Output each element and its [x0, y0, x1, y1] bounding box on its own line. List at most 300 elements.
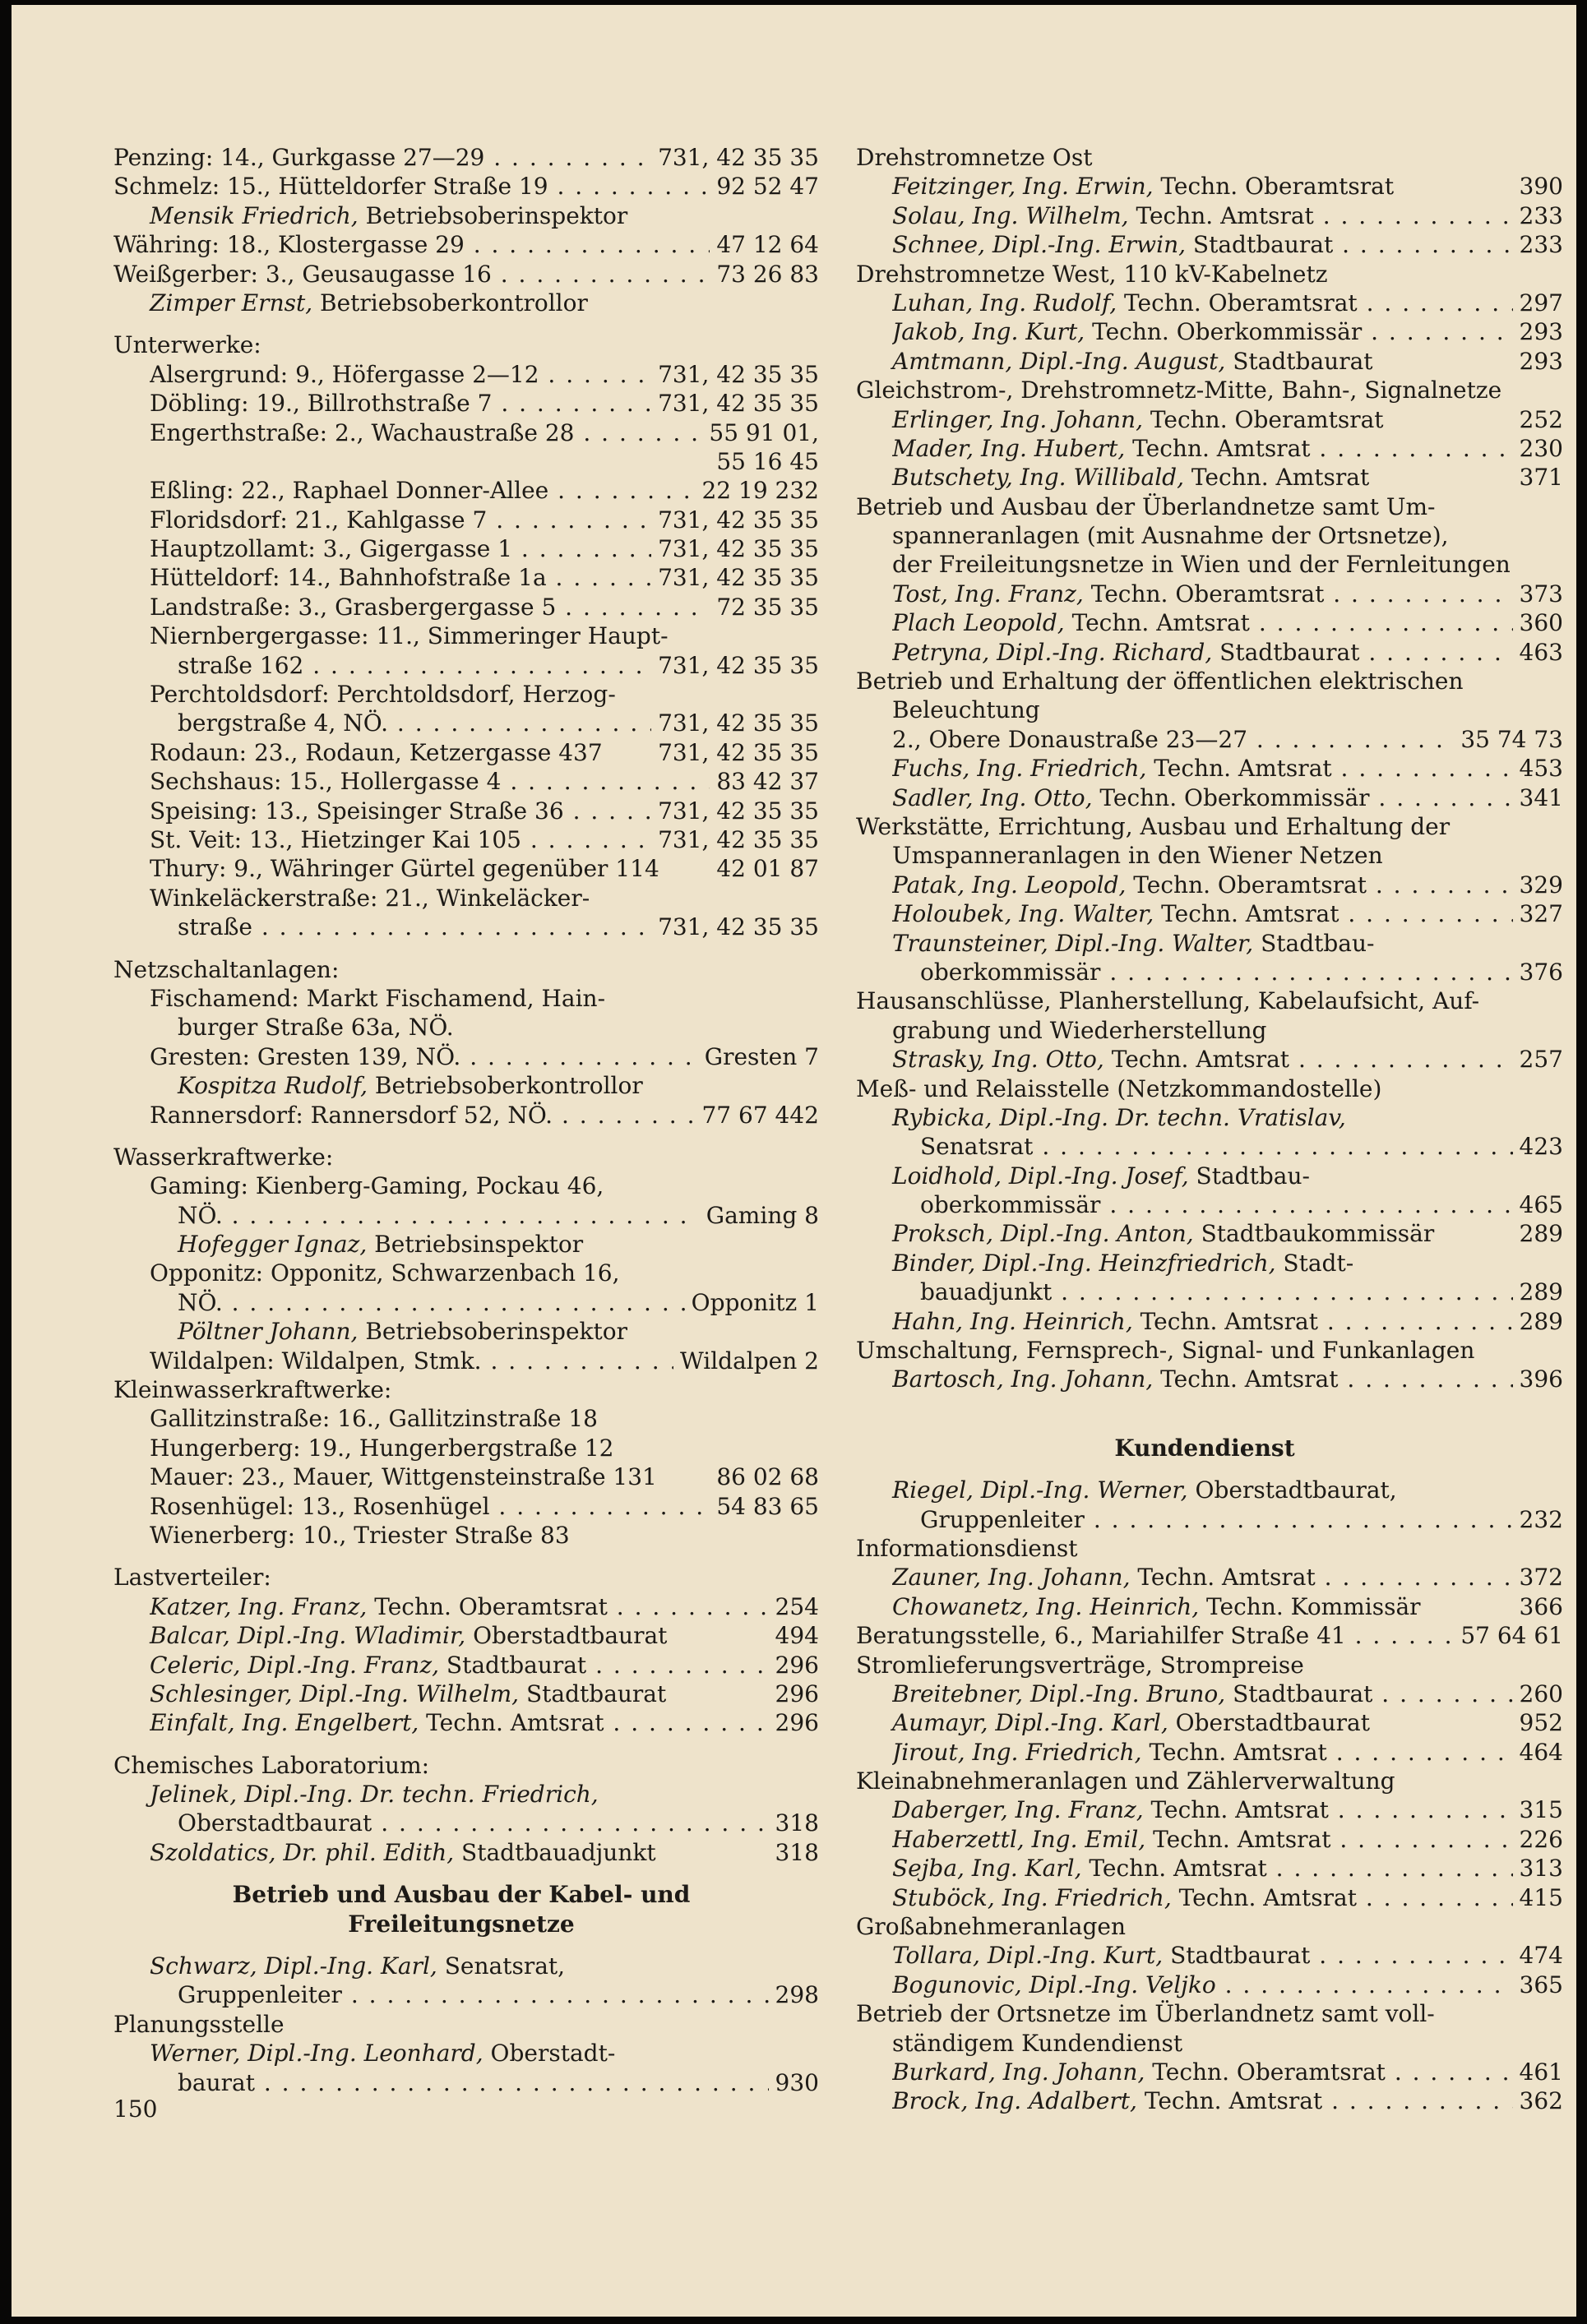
entry-value: 289	[1513, 1278, 1563, 1306]
directory-entry	[846, 1999, 1563, 2028]
entry-value: 57 64 61	[1454, 1621, 1563, 1650]
entry-value: 233	[1513, 230, 1563, 259]
directory-entry	[104, 201, 819, 230]
entry-value: 296	[769, 1708, 819, 1737]
directory-entry	[104, 563, 819, 592]
entry-text: Zimper Ernst, Betriebsoberkontrollor	[150, 289, 588, 316]
directory-entry	[104, 389, 819, 418]
entry-value: 372	[1513, 1563, 1563, 1592]
directory-entry	[846, 260, 1563, 289]
entry-text: Winkeläckerstraße: 21., Winkeläcker-	[150, 884, 590, 912]
spacer	[104, 942, 819, 955]
directory-entry	[846, 376, 1563, 404]
entry-text: bergstraße 4, NÖ. . . .	[178, 709, 819, 737]
entry-value: 296	[769, 1651, 819, 1679]
entry-value: 92 52 47	[710, 172, 819, 201]
entry-text: Wildalpen: Wildalpen, Stmk. . . .	[150, 1347, 819, 1375]
entry-value: 731, 42 35 35	[651, 534, 819, 563]
entry-text: Informationsdienst	[856, 1534, 1078, 1562]
directory-entry	[104, 2039, 819, 2068]
directory-entry	[846, 667, 1563, 695]
entry-value: 230	[1513, 434, 1563, 463]
entry-value: 293	[1513, 317, 1563, 346]
spacer	[104, 1738, 819, 1751]
directory-entry	[846, 1854, 1563, 1883]
directory-entry	[846, 1219, 1563, 1248]
directory-entry	[104, 1492, 819, 1521]
directory-entry	[846, 405, 1563, 434]
section-heading: Betrieb und Ausbau der Kabel- und	[232, 1881, 691, 1909]
directory-entry	[846, 580, 1563, 608]
entry-value: 366	[1513, 1592, 1563, 1621]
entry-value: 362	[1513, 2086, 1563, 2115]
directory-entry	[846, 1505, 1563, 1534]
directory-entry	[846, 725, 1563, 754]
entry-text: Schmelz: 15., Hütteldorfer Straße 19 . . .	[113, 172, 819, 201]
spacer	[846, 1407, 1563, 1421]
directory-entry	[846, 1016, 1563, 1045]
entry-text: Binder, Dipl.-Ing. Heinzfriedrich, Stadt-	[892, 1249, 1354, 1277]
directory-entry	[846, 1476, 1563, 1504]
directory-entry	[104, 360, 819, 389]
directory-entry	[104, 1013, 819, 1042]
entry-value: 731, 42 35 35	[651, 797, 819, 825]
directory-entry	[846, 317, 1563, 346]
entry-text: Niernbergergasse: 11., Simmeringer Haupt-	[150, 622, 669, 650]
right-column	[846, 143, 1563, 2116]
entry-text: Stromlieferungsverträge, Strompreise	[856, 1651, 1304, 1679]
directory-entry	[846, 2029, 1563, 2058]
directory-entry	[104, 593, 819, 621]
entry-text: Währing: 18., Klostergasse 29 . . .	[113, 230, 819, 259]
directory-entry	[846, 1941, 1563, 1970]
entry-value: 293	[1513, 347, 1563, 376]
directory-entry	[846, 695, 1563, 724]
entry-text: Senatsrat . . .	[920, 1132, 1563, 1161]
entry-value: 47 12 64	[710, 230, 819, 259]
entry-text: Wienerberg: 10., Triester Straße 83	[150, 1521, 570, 1549]
entry-text: NÖ. . . .	[178, 1201, 819, 1230]
entry-value: 731, 42 35 35	[651, 360, 819, 389]
entry-text: Weißgerber: 3., Geusaugasse 16 . . .	[113, 260, 819, 289]
directory-entry	[104, 1434, 819, 1462]
directory-entry	[104, 476, 819, 505]
spacer	[104, 1938, 819, 1952]
entry-value: Gresten 7	[698, 1042, 819, 1071]
entry-value: 390	[1513, 172, 1563, 201]
entry-value: 464	[1513, 1738, 1563, 1767]
directory-entry	[846, 172, 1563, 201]
directory-entry	[846, 2058, 1563, 2086]
entry-text: NÖ. . . .	[178, 1288, 819, 1317]
entry-text: Fischamend: Markt Fischamend, Hain-	[150, 984, 606, 1012]
directory-entry	[104, 172, 819, 201]
directory-entry	[104, 1071, 819, 1100]
entry-value: 461	[1513, 2058, 1563, 2086]
entry-value: 22 19 232	[695, 476, 819, 505]
entry-text: Einfalt, Ing. Engelbert, Techn. Amtsrat . . .	[150, 1708, 819, 1737]
page-number: 150	[113, 2095, 158, 2123]
directory-entry	[104, 1259, 819, 1287]
directory-entry	[846, 929, 1563, 958]
entry-text: baurat . . .	[178, 2068, 819, 2097]
entry-text: Landstraße: 3., Grasbergergasse 5 . . .	[150, 593, 819, 621]
entry-text: Jakob, Ing. Kurt, Techn. Oberkommissär . . .	[892, 317, 1563, 346]
directory-entry	[846, 1534, 1563, 1563]
entry-text: der Freileitungsnetze in Wien und der Fernleitungen	[892, 551, 1511, 579]
entry-text: oberkommissär . . .	[920, 958, 1563, 986]
entry-text: Hausanschlüsse, Planherstellung, Kabelaufsicht, Auf-	[856, 987, 1480, 1015]
directory-entry	[846, 1795, 1563, 1824]
entry-text: Floridsdorf: 21., Kahlgasse 7 . . .	[150, 506, 819, 534]
directory-entry	[846, 1912, 1563, 1941]
spacer	[846, 1394, 1563, 1407]
entry-value: 86 02 68	[710, 1462, 819, 1491]
entry-text: Rannersdorf: Rannersdorf 52, NÖ. . . .	[150, 1101, 819, 1130]
entry-value: 494	[769, 1621, 819, 1650]
spacer	[104, 1867, 819, 1880]
entry-value: 252	[1513, 405, 1563, 434]
entry-text: Oberstadtbaurat . . .	[178, 1809, 819, 1837]
entry-text: Butschety, Ing. Willibald, Techn. Amtsrat	[892, 464, 1370, 492]
entry-text: Gruppenleiter . . .	[178, 1980, 819, 2009]
section-heading: Kundendienst	[1114, 1434, 1295, 1462]
entry-value: 296	[769, 1679, 819, 1708]
entry-value: 474	[1513, 1941, 1563, 1970]
directory-entry	[846, 1883, 1563, 1912]
directory-entry	[104, 1708, 819, 1737]
entry-text: Szoldatics, Dr. phil. Edith, Stadtbauadjunkt	[150, 1838, 656, 1866]
entry-value: 731, 42 35 35	[651, 825, 819, 854]
directory-entry	[104, 289, 819, 317]
directory-entry	[846, 1190, 1563, 1219]
entry-text: Großabnehmeranlagen	[856, 1913, 1126, 1941]
entry-text: Drehstromnetze West, 110 kV-Kabelnetz	[856, 260, 1328, 288]
entry-value: 257	[1513, 1045, 1563, 1074]
entry-value: 83 42 37	[710, 767, 819, 796]
directory-entry	[104, 1230, 819, 1259]
directory-entry	[846, 1971, 1563, 1999]
directory-entry	[846, 463, 1563, 492]
entry-value: 360	[1513, 608, 1563, 637]
entry-text: Opponitz: Opponitz, Schwarzenbach 16,	[150, 1259, 620, 1287]
entry-text: Jirout, Ing. Friedrich, Techn. Amtsrat . . .	[892, 1738, 1563, 1767]
entry-text: Schnee, Dipl.-Ing. Erwin, Stadtbaurat . . .	[892, 230, 1563, 259]
entry-text: Riegel, Dipl.-Ing. Werner, Oberstadtbaurat,	[892, 1476, 1397, 1504]
entry-text: Umschaltung, Fernsprech-, Signal- und Funkanlagen	[856, 1337, 1475, 1365]
directory-entry	[104, 230, 819, 259]
directory-entry	[846, 1045, 1563, 1074]
entry-value: 329	[1513, 871, 1563, 899]
entry-text: Burkard, Ing. Johann, Techn. Oberamtsrat . . .	[892, 2058, 1563, 2086]
entry-text: Stuböck, Ing. Friedrich, Techn. Amtsrat . . .	[892, 1883, 1563, 1912]
entry-value: 318	[769, 1838, 819, 1867]
directory-entry	[104, 1143, 819, 1171]
entry-text: Breitebner, Dipl.-Ing. Bruno, Stadtbaurat . . .	[892, 1679, 1563, 1708]
directory-entry	[104, 2068, 819, 2097]
directory-entry	[104, 854, 819, 883]
directory-entry	[846, 1307, 1563, 1336]
directory-entry	[846, 1365, 1563, 1393]
entry-text: Beratungsstelle, 6., Mariahilfer Straße 41 . . .	[856, 1621, 1563, 1650]
entry-value: 396	[1513, 1365, 1563, 1393]
entry-text: Amtmann, Dipl.-Ing. August, Stadtbaurat	[892, 347, 1373, 375]
entry-text: Gallitzinstraße: 16., Gallitzinstraße 18	[150, 1405, 598, 1433]
entry-text: Drehstromnetze Ost	[856, 144, 1093, 171]
entry-value: 453	[1513, 754, 1563, 783]
entry-text: Kospitza Rudolf, Betriebsoberkontrollor	[178, 1072, 643, 1100]
entry-value: 731, 42 35 35	[651, 738, 819, 767]
directory-entry	[104, 1751, 819, 1780]
directory-entry	[104, 1288, 819, 1317]
directory-entry	[846, 1249, 1563, 1278]
entry-text: Schwarz, Dipl.-Ing. Karl, Senatsrat,	[150, 1952, 566, 1980]
directory-entry	[846, 1679, 1563, 1708]
entry-text: Mauer: 23., Mauer, Wittgensteinstraße 131	[150, 1463, 657, 1491]
entry-text: Netzschaltanlagen:	[113, 955, 340, 983]
entry-value: Gaming 8	[700, 1201, 819, 1230]
directory-entry	[846, 1563, 1563, 1592]
entry-text: Solau, Ing. Wilhelm, Techn. Amtsrat . . .	[892, 201, 1563, 230]
directory-entry	[846, 230, 1563, 259]
entry-value: 731, 42 35 35	[651, 389, 819, 418]
entry-text: Chowanetz, Ing. Heinrich, Techn. Kommissär	[892, 1592, 1421, 1620]
directory-entry	[846, 201, 1563, 230]
entry-text: Rosenhügel: 13., Rosenhügel . . .	[150, 1492, 819, 1521]
entry-text: Gresten: Gresten 139, NÖ. . . .	[150, 1042, 819, 1071]
entry-value: 42 01 87	[710, 854, 819, 883]
directory-entry	[104, 913, 819, 941]
entry-text: Jelinek, Dipl.-Ing. Dr. techn. Friedrich,	[150, 1781, 599, 1809]
entry-text: Sejba, Ing. Karl, Techn. Amtsrat . . .	[892, 1854, 1563, 1883]
entry-text: Patak, Ing. Leopold, Techn. Oberamtsrat . . .	[892, 871, 1563, 899]
entry-text: Daberger, Ing. Franz, Techn. Amtsrat . . .	[892, 1795, 1563, 1824]
entry-text: Hungerberg: 19., Hungerbergstraße 12	[150, 1434, 614, 1462]
entry-value: 952	[1513, 1708, 1563, 1737]
entry-text: Balcar, Dipl.-Ing. Wladimir, Oberstadtbaurat	[150, 1622, 668, 1650]
directory-entry	[846, 958, 1563, 986]
directory-entry	[104, 1347, 819, 1375]
directory-entry	[104, 418, 819, 447]
directory-entry	[104, 1838, 819, 1867]
entry-value: 341	[1513, 783, 1563, 812]
directory-entry	[104, 330, 819, 359]
entry-text: Holoubek, Ing. Walter, Techn. Amtsrat . . .	[892, 899, 1563, 928]
directory-entry	[104, 884, 819, 913]
directory-entry	[104, 1317, 819, 1346]
entry-text: Brock, Ing. Adalbert, Techn. Amtsrat . . .	[892, 2086, 1563, 2115]
directory-entry	[846, 521, 1563, 550]
entry-text: Hofegger Ignaz, Betriebsinspektor	[178, 1231, 584, 1259]
directory-entry	[104, 1592, 819, 1621]
directory-entry	[104, 738, 819, 767]
directory-entry	[104, 143, 819, 172]
spacer	[104, 317, 819, 330]
entry-text: Traunsteiner, Dipl.-Ing. Walter, Stadtbau-	[892, 929, 1375, 957]
entry-text: Loidhold, Dipl.-Ing. Josef, Stadtbau-	[892, 1162, 1310, 1190]
entry-text: Kleinwasserkraftwerke:	[113, 1376, 392, 1404]
entry-value: 423	[1513, 1132, 1563, 1161]
directory-entry	[846, 754, 1563, 783]
entry-value: 289	[1513, 1307, 1563, 1336]
entry-text: spanneranlagen (mit Ausnahme der Ortsnetze),	[892, 522, 1449, 550]
entry-text: Wasserkraftwerke:	[113, 1143, 334, 1171]
entry-text: straße . . .	[178, 913, 819, 941]
entry-value: 298	[769, 1980, 819, 2009]
directory-entry	[104, 1651, 819, 1679]
directory-entry	[104, 1780, 819, 1809]
entry-text: Speising: 13., Speisinger Straße 36 . . .	[150, 797, 819, 825]
entry-text: Feitzinger, Ing. Erwin, Techn. Oberamtsrat	[892, 173, 1395, 201]
entry-value: 77 67 442	[695, 1101, 819, 1130]
directory-entry	[846, 899, 1563, 928]
directory-entry	[846, 550, 1563, 579]
directory-entry	[846, 143, 1563, 172]
directory-entry	[846, 2086, 1563, 2115]
entry-text: Meß- und Relaisstelle (Netzkommandostelle)	[856, 1074, 1382, 1102]
directory-entry	[846, 1592, 1563, 1621]
directory-entry	[846, 1162, 1563, 1190]
entry-text: straße 162 . . .	[178, 651, 819, 680]
entry-value: 313	[1513, 1854, 1563, 1883]
entry-text: Sechshaus: 15., Hollergasse 4 . . .	[150, 767, 819, 796]
entry-text: Bartosch, Ing. Johann, Techn. Amtsrat . . .	[892, 1365, 1563, 1393]
directory-entry	[846, 638, 1563, 667]
spacer	[846, 1462, 1563, 1476]
directory-entry	[104, 955, 819, 984]
directory-entry	[104, 2010, 819, 2039]
entry-text: Luhan, Ing. Rudolf, Techn. Oberamtsrat . . .	[892, 289, 1563, 317]
entry-text: Penzing: 14., Gurkgasse 27—29 . . .	[113, 143, 819, 172]
directory-entry	[104, 767, 819, 796]
directory-entry	[104, 709, 819, 737]
entry-text: Bogunovic, Dipl.-Ing. Veljko . . .	[892, 1971, 1563, 1999]
directory-entry	[846, 608, 1563, 637]
entry-value: 376	[1513, 958, 1563, 986]
entry-value: 930	[769, 2068, 819, 2097]
directory-entry	[104, 1201, 819, 1230]
directory-entry	[104, 1980, 819, 2009]
entry-value: 731, 42 35 35	[651, 143, 819, 172]
entry-text: Haberzettl, Ing. Emil, Techn. Amtsrat . . .	[892, 1825, 1563, 1854]
entry-value: 226	[1513, 1825, 1563, 1854]
directory-entry	[104, 1101, 819, 1130]
entry-text: Petryna, Dipl.-Ing. Richard, Stadtbaurat . . .	[892, 638, 1563, 667]
entry-value: 72 35 35	[710, 593, 819, 621]
entry-text: Gruppenleiter . . .	[920, 1505, 1563, 1534]
entry-text: Sadler, Ing. Otto, Techn. Oberkommissär . . .	[892, 783, 1563, 812]
directory-entry	[846, 289, 1563, 317]
entry-text: ständigem Kundendienst	[892, 2029, 1183, 2057]
entry-value: 415	[1513, 1883, 1563, 1912]
directory-entry	[846, 812, 1563, 841]
directory-entry	[104, 1679, 819, 1708]
entry-text: Mensik Friedrich, Betriebsoberinspektor	[150, 201, 628, 229]
entry-text: Rybicka, Dipl.-Ing. Dr. techn. Vratislav,	[892, 1103, 1346, 1131]
directory-entry	[846, 1708, 1563, 1737]
directory-entry	[104, 1171, 819, 1200]
entry-value: 289	[1513, 1219, 1563, 1248]
directory-entry	[104, 825, 819, 854]
directory-entry	[104, 1404, 819, 1433]
entry-value: 55 16 45	[710, 447, 819, 476]
directory-entry	[104, 651, 819, 680]
entry-text: Kleinabnehmeranlagen und Zählerverwaltung	[856, 1767, 1395, 1795]
entry-text: 2., Obere Donaustraße 23—27 . . .	[892, 725, 1563, 754]
entry-text: Schlesinger, Dipl.-Ing. Wilhelm, Stadtbaurat	[150, 1679, 667, 1707]
entry-value: 731, 42 35 35	[651, 709, 819, 737]
entry-text: burger Straße 63a, NÖ.	[178, 1014, 454, 1042]
entry-value: 365	[1513, 1971, 1563, 1999]
directory-entry	[104, 447, 819, 476]
directory-entry	[104, 1809, 819, 1837]
entry-text: Thury: 9., Währinger Gürtel gegenüber 114	[150, 855, 659, 883]
entry-text: Strasky, Ing. Otto, Techn. Amtsrat . . .	[892, 1045, 1563, 1074]
directory-entry	[846, 1651, 1563, 1679]
entry-text: Hahn, Ing. Heinrich, Techn. Amtsrat . . .	[892, 1307, 1563, 1336]
entry-text: Tollara, Dipl.-Ing. Kurt, Stadtbaurat . . .	[892, 1941, 1563, 1970]
entry-value: 254	[769, 1592, 819, 1621]
directory-entry	[846, 1278, 1563, 1306]
entry-text: Betrieb der Ortsnetze im Überlandnetz samt voll-	[856, 2000, 1435, 2028]
spacer	[104, 1130, 819, 1143]
directory-entry	[104, 534, 819, 563]
directory-entry	[104, 1375, 819, 1404]
directory-entry	[846, 871, 1563, 899]
entry-text: Gleichstrom-, Drehstromnetz-Mitte, Bahn-, Signalnetze	[856, 377, 1502, 404]
entry-value: 731, 42 35 35	[651, 651, 819, 680]
entry-value: 54 83 65	[710, 1492, 819, 1521]
directory-entry	[846, 841, 1563, 870]
entry-value: Opponitz 1	[685, 1288, 819, 1317]
entry-text: Umspanneranlagen in den Wiener Netzen	[892, 842, 1383, 870]
entry-value: 55 91 01,	[702, 418, 819, 447]
entry-value: 318	[769, 1809, 819, 1837]
directory-entry	[104, 1462, 819, 1491]
directory-entry	[846, 986, 1563, 1015]
entry-value: 297	[1513, 289, 1563, 317]
entry-text: Zauner, Ing. Johann, Techn. Amtsrat . . .	[892, 1563, 1563, 1592]
entry-text: Chemisches Laboratorium:	[113, 1751, 430, 1779]
entry-text: Mader, Ing. Hubert, Techn. Amtsrat . . .	[892, 434, 1563, 463]
directory-entry	[104, 260, 819, 289]
entry-text: Katzer, Ing. Franz, Techn. Oberamtsrat . . .	[150, 1592, 819, 1621]
entry-text: Engerthstraße: 2., Wachaustraße 28 . . .	[150, 418, 819, 447]
entry-text: Lastverteiler:	[113, 1564, 271, 1592]
entry-text: Planungsstelle	[113, 2010, 285, 2038]
directory-entry	[846, 1336, 1563, 1365]
entry-text: oberkommissär . . .	[920, 1190, 1563, 1219]
directory-entry	[104, 506, 819, 534]
directory-entry	[846, 1767, 1563, 1795]
entry-text: Celeric, Dipl.-Ing. Franz, Stadtbaurat . . .	[150, 1651, 819, 1679]
directory-entry	[104, 621, 819, 650]
entry-text: Eßling: 22., Raphael Donner-Allee . . .	[150, 476, 819, 505]
entry-value: 731, 42 35 35	[651, 913, 819, 941]
directory-entry	[846, 1621, 1563, 1650]
directory-entry	[104, 1563, 819, 1592]
entry-text: grabung und Wiederherstellung	[892, 1016, 1267, 1044]
entry-text: Perchtoldsdorf: Perchtoldsdorf, Herzog-	[150, 681, 616, 709]
directory-page	[12, 5, 1576, 2317]
entry-text: Werner, Dipl.-Ing. Leonhard, Oberstadt-	[150, 2040, 616, 2068]
entry-text: Tost, Ing. Franz, Techn. Oberamtsrat . . .	[892, 580, 1563, 608]
entry-value: 465	[1513, 1190, 1563, 1219]
entry-text: Betrieb und Erhaltung der öffentlichen elektrischen	[856, 668, 1464, 695]
directory-entry	[104, 1521, 819, 1550]
spacer	[104, 1550, 819, 1563]
entry-value: 233	[1513, 201, 1563, 230]
